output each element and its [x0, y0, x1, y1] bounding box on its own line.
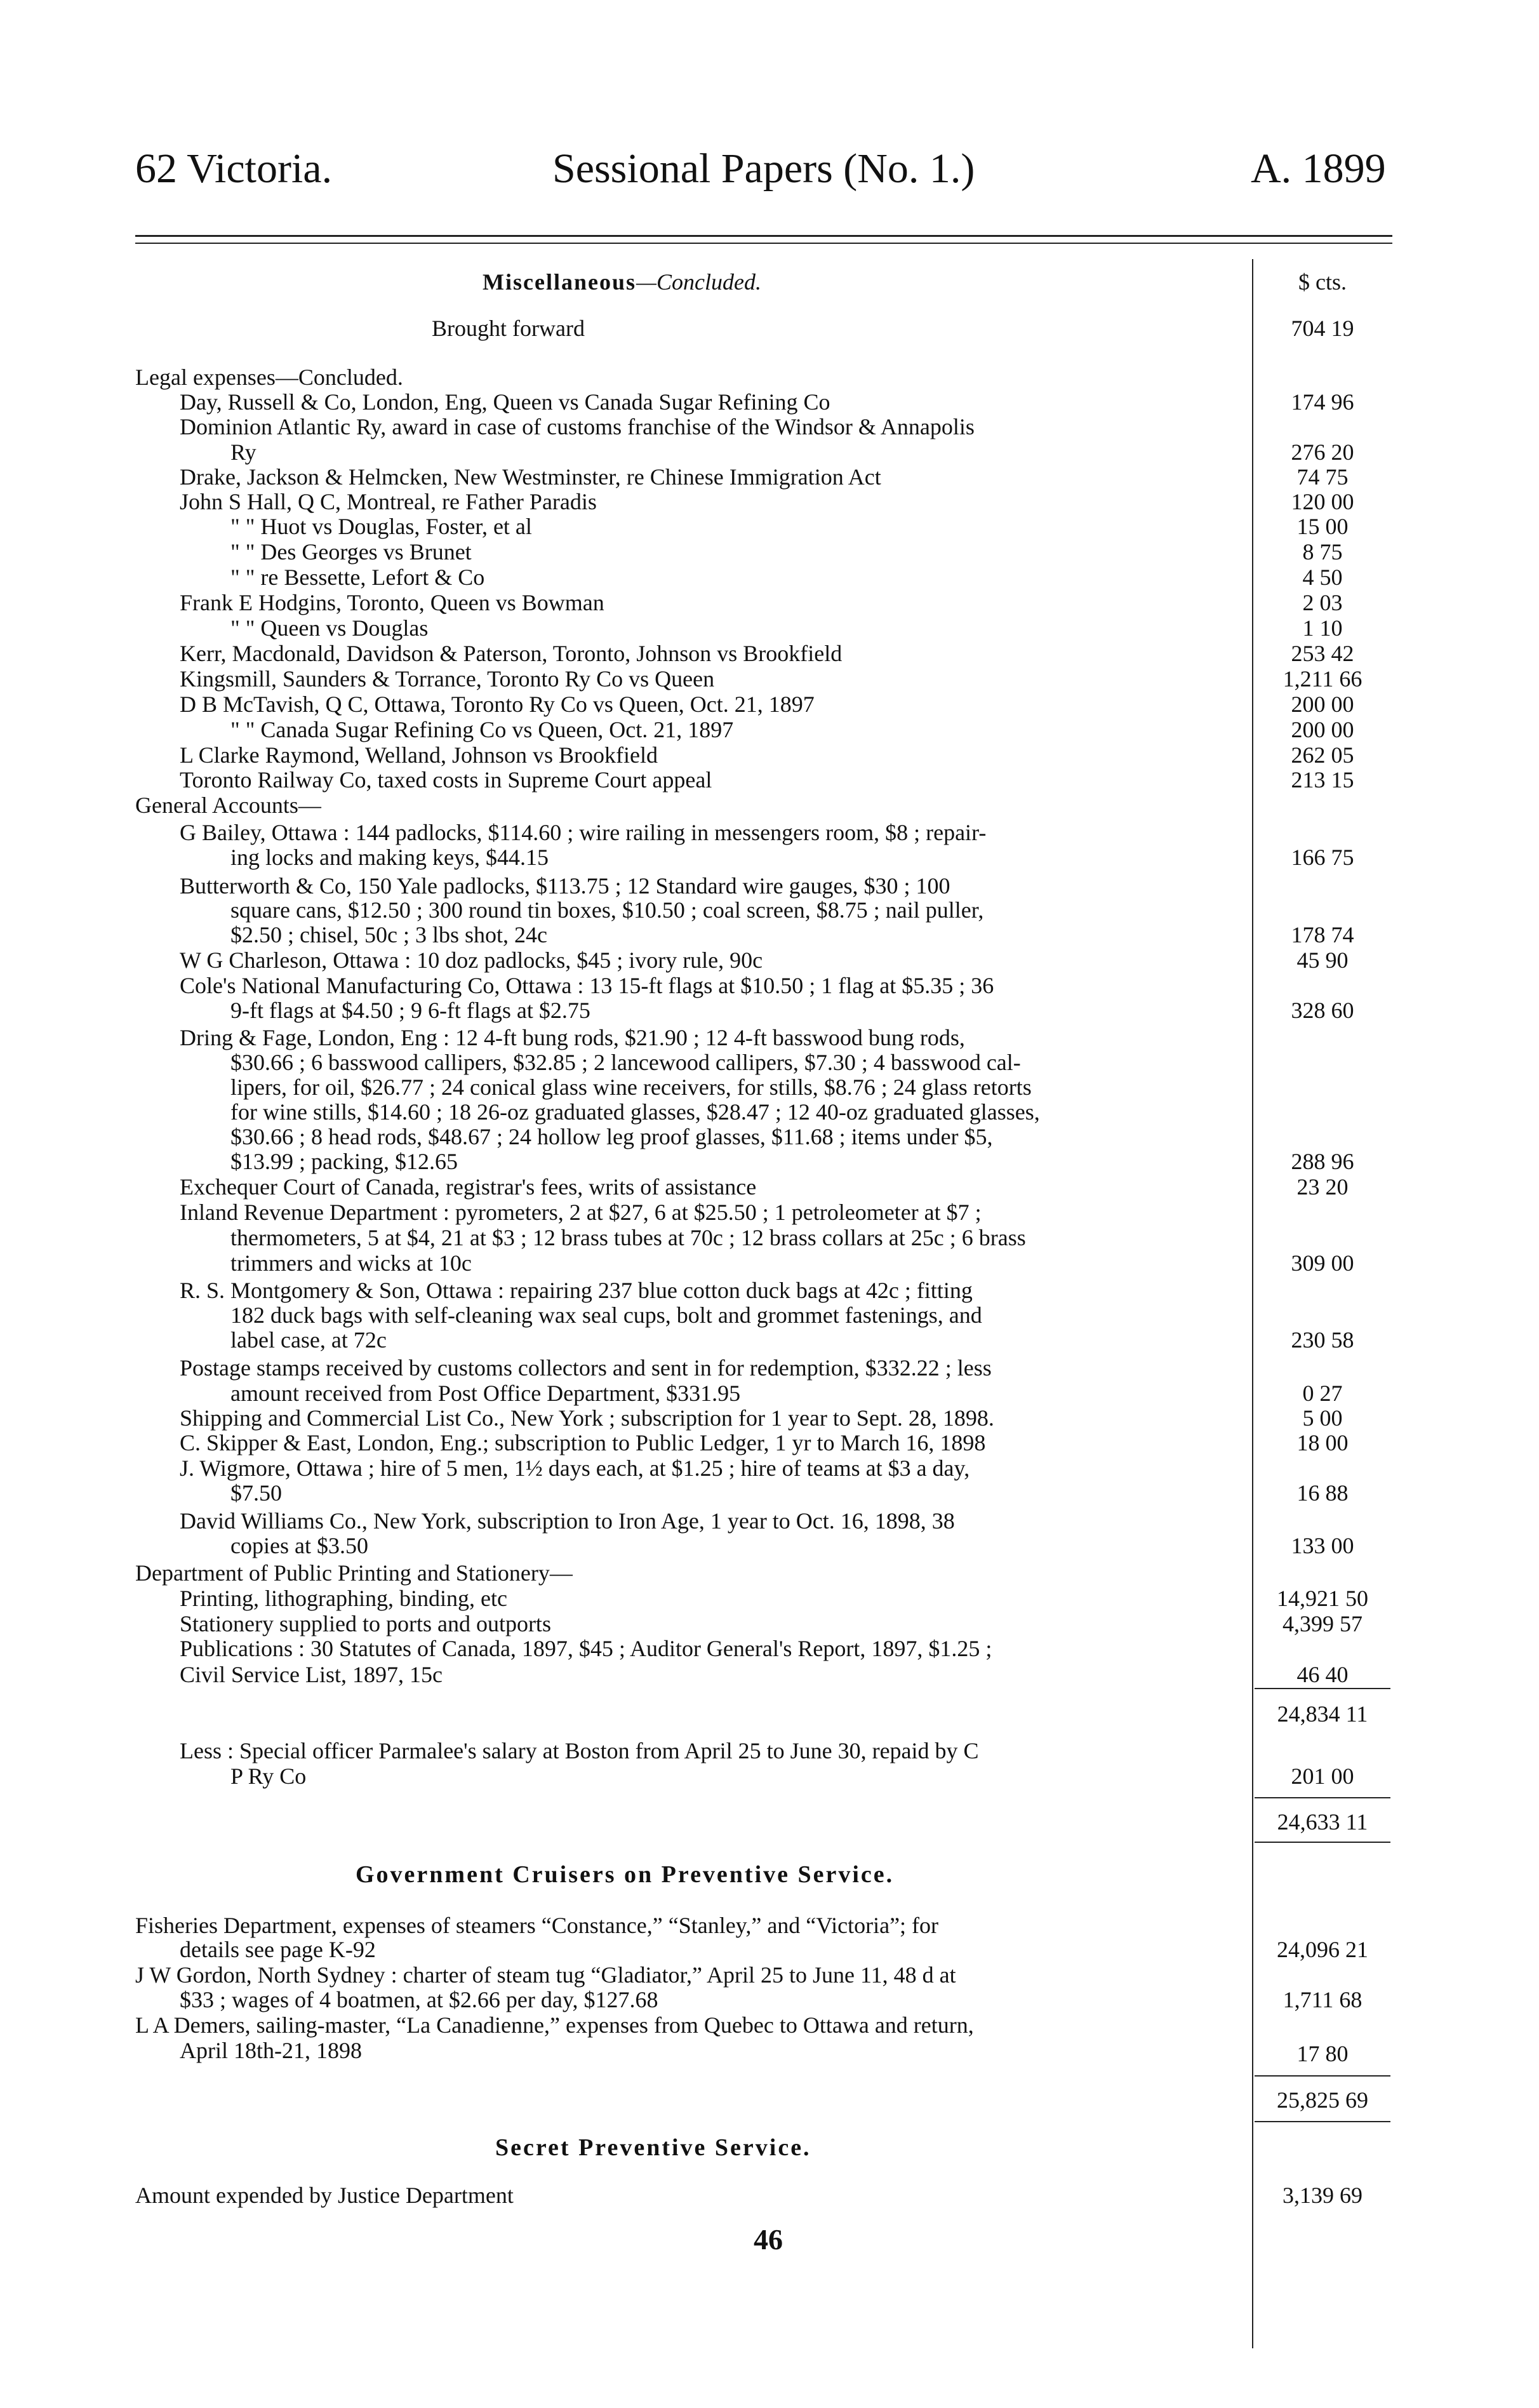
- cruisers-section-title: Government Cruisers on Preventive Service.: [356, 1861, 895, 1888]
- list-item: John S Hall, Q C, Montreal, re Father Paradis: [180, 489, 597, 514]
- amount: 276 20: [1291, 439, 1354, 465]
- column-header-dollars-cents: $ cts.: [1298, 269, 1347, 295]
- list-item: W G Charleson, Ottawa : 10 doz padlocks, $45 ; ivory rule, 90c: [180, 947, 763, 973]
- amount: 309 00: [1291, 1250, 1354, 1276]
- list-item: trimmers and wicks at 10c: [230, 1250, 472, 1276]
- list-item: 9-ft flags at $4.50 ; 9 6-ft flags at $2.75: [230, 998, 590, 1023]
- list-item: D B McTavish, Q C, Ottawa, Toronto Ry Co vs Queen, Oct. 21, 1897: [180, 692, 815, 717]
- amount: 14,921 50: [1277, 1586, 1368, 1611]
- list-item: " " Des Georges vs Brunet: [230, 539, 472, 565]
- list-item: $7.50: [230, 1480, 282, 1506]
- list-item: C. Skipper & East, London, Eng.; subscription to Public Ledger, 1 yr to March 16, 1898: [180, 1430, 986, 1455]
- amount: 133 00: [1291, 1533, 1354, 1558]
- amount: 8 75: [1302, 539, 1343, 565]
- header-center: Sessional Papers (No. 1.): [552, 145, 975, 192]
- secret-section-title: Secret Preventive Service.: [495, 2134, 811, 2161]
- list-item: Stationery supplied to ports and outports: [180, 1611, 551, 1636]
- amount: 17 80: [1296, 2041, 1349, 2066]
- less-amount: 201 00: [1291, 1763, 1354, 1789]
- header-rule: [135, 235, 1392, 237]
- amount: 213 15: [1291, 767, 1354, 793]
- list-item: for wine stills, $14.60 ; 18 26-oz graduated glasses, $28.47 ; 12 40-oz graduated glasses,: [230, 1099, 1040, 1125]
- amount: 1 10: [1302, 615, 1343, 641]
- header-right: A. 1899: [1251, 145, 1386, 192]
- list-item: label case, at 72c: [230, 1327, 387, 1353]
- amount: 120 00: [1291, 489, 1354, 514]
- amount: 200 00: [1291, 692, 1354, 717]
- amount: 18 00: [1296, 1430, 1349, 1455]
- list-item: Inland Revenue Department : pyrometers, 2 at $27, 6 at $25.50 ; 1 petroleometer at $7 ;: [180, 1200, 982, 1225]
- header-rule-2: [135, 243, 1392, 244]
- section-title-suffix: —Concluded.: [636, 269, 761, 295]
- amount: 24,096 21: [1277, 1937, 1368, 1962]
- amount: 46 40: [1296, 1662, 1349, 1687]
- amount: 4,399 57: [1282, 1611, 1362, 1636]
- amount: 5 00: [1302, 1405, 1343, 1431]
- amount: 23 20: [1296, 1174, 1349, 1200]
- list-item: Day, Russell & Co, London, Eng, Queen vs Canada Sugar Refining Co: [180, 389, 830, 415]
- list-item: " " Huot vs Douglas, Foster, et al: [230, 514, 532, 539]
- list-item: Dring & Fage, London, Eng : 12 4-ft bung rods, $21.90 ; 12 4-ft basswood bung rods,: [180, 1025, 965, 1050]
- list-item: " " re Bessette, Lefort & Co: [230, 565, 485, 590]
- amount: 3,139 69: [1282, 2183, 1362, 2208]
- list-item: G Bailey, Ottawa : 144 padlocks, $114.60 ; wire railing in messengers room, $8 ; repair-: [180, 820, 987, 845]
- amount: 2 03: [1302, 590, 1343, 615]
- list-item: Frank E Hodgins, Toronto, Queen vs Bowman: [180, 590, 604, 615]
- list-item: Fisheries Department, expenses of steamers “Constance,” “Stanley,” and “Victoria”; for: [135, 1913, 939, 1938]
- amount: 262 05: [1291, 742, 1354, 768]
- amount: 45 90: [1296, 947, 1349, 973]
- section-title: [483, 270, 761, 294]
- list-item: Butterworth & Co, 150 Yale padlocks, $113.75 ; 12 Standard wire gauges, $30 ; 100: [180, 873, 950, 899]
- brought-forward-amount: 704 19: [1291, 316, 1354, 341]
- amount: 178 74: [1291, 922, 1354, 947]
- list-item: Postage stamps received by customs collectors and sent in for redemption, $332.22 ; less: [180, 1355, 992, 1381]
- amount: 15 00: [1296, 514, 1349, 539]
- list-item: 182 duck bags with self-cleaning wax seal cups, bolt and grommet fastenings, and: [230, 1302, 982, 1328]
- amount-column-rule: [1252, 259, 1253, 2348]
- list-item: lipers, for oil, $26.77 ; 24 conical glass wine receivers, for stills, $8.76 ; 24 glass retorts: [230, 1074, 1032, 1100]
- list-item: amount received from Post Office Department, $331.95: [230, 1381, 741, 1406]
- total-rule: [1255, 2121, 1390, 2122]
- list-heading: Department of Public Printing and Stationery—: [135, 1560, 573, 1586]
- amount: 1,211 66: [1282, 666, 1362, 692]
- list-item: $33 ; wages of 4 boatmen, at $2.66 per day, $127.68: [180, 1987, 658, 2012]
- list-item: $13.99 ; packing, $12.65: [230, 1149, 458, 1174]
- list-item: " " Canada Sugar Refining Co vs Queen, Oct. 21, 1897: [230, 717, 734, 742]
- amount: 16 88: [1296, 1480, 1349, 1506]
- amount: 74 75: [1296, 464, 1349, 490]
- subtotal-amount: 24,834 11: [1277, 1701, 1368, 1727]
- list-item: thermometers, 5 at $4, 21 at $3 ; 12 brass tubes at 70c ; 12 brass collars at 25c ; 6 brass: [230, 1225, 1026, 1250]
- amount: 253 42: [1291, 641, 1354, 666]
- list-heading: General Accounts—: [135, 793, 321, 818]
- amount: 4 50: [1302, 565, 1343, 590]
- list-item: April 18th-21, 1898: [180, 2038, 362, 2063]
- net-total-amount: 24,633 11: [1277, 1809, 1368, 1835]
- amount: 0 27: [1302, 1381, 1343, 1406]
- amount: 288 96: [1291, 1149, 1354, 1174]
- amount: 230 58: [1291, 1327, 1354, 1353]
- list-item: Ry: [230, 439, 256, 465]
- subtotal-rule: [1255, 1797, 1390, 1798]
- list-item: details see page K-92: [180, 1937, 376, 1962]
- subtotal-rule: [1255, 1688, 1390, 1689]
- list-item: L Clarke Raymond, Welland, Johnson vs Brookfield: [180, 742, 658, 768]
- list-item: Publications : 30 Statutes of Canada, 1897, $45 ; Auditor General's Report, 1897, $1.25 ;: [180, 1636, 992, 1661]
- list-item: J W Gordon, North Sydney : charter of steam tug “Gladiator,” April 25 to June 11, 48 d at: [135, 1962, 956, 1988]
- list-item: J. Wigmore, Ottawa ; hire of 5 men, 1½ days each, at $1.25 ; hire of teams at $3 a day,: [180, 1455, 970, 1481]
- list-item: Dominion Atlantic Ry, award in case of customs franchise of the Windsor & Annapolis: [180, 414, 975, 439]
- page-number: 46: [754, 2223, 783, 2256]
- section-title-bold: Miscellaneous: [483, 269, 636, 295]
- list-item: ing locks and making keys, $44.15: [230, 845, 549, 870]
- list-item: copies at $3.50: [230, 1533, 368, 1558]
- list-item: L A Demers, sailing-master, “La Canadienne,” expenses from Quebec to Ottawa and return,: [135, 2012, 974, 2038]
- amount: 328 60: [1291, 998, 1354, 1023]
- list-item: Amount expended by Justice Department: [135, 2183, 514, 2208]
- total-rule: [1255, 1842, 1390, 1843]
- list-item: square cans, $12.50 ; 300 round tin boxes, $10.50 ; coal screen, $8.75 ; nail puller,: [230, 897, 984, 923]
- amount: 200 00: [1291, 717, 1354, 742]
- list-item: $30.66 ; 6 basswood callipers, $32.85 ; 2 lancewood callipers, $7.30 ; 4 basswood cal-: [230, 1050, 1021, 1075]
- less-line-2: P Ry Co: [230, 1763, 307, 1789]
- list-item: Printing, lithographing, binding, etc: [180, 1586, 507, 1611]
- list-item: Toronto Railway Co, taxed costs in Supreme Court appeal: [180, 767, 712, 793]
- legal-expenses-heading: Legal expenses—Concluded.: [135, 365, 403, 390]
- less-line-1: Less : Special officer Parmalee's salary at Boston from April 25 to June 30, repaid by C: [180, 1738, 979, 1763]
- list-item: Civil Service List, 1897, 15c: [180, 1662, 443, 1687]
- list-item: $30.66 ; 8 head rods, $48.67 ; 24 hollow leg proof glasses, $11.68 ; items under $5,: [230, 1124, 993, 1149]
- list-item: Kingsmill, Saunders & Torrance, Toronto Ry Co vs Queen: [180, 666, 715, 692]
- list-item: Drake, Jackson & Helmcken, New Westminster, re Chinese Immigration Act: [180, 464, 881, 490]
- amount: 166 75: [1291, 845, 1354, 870]
- list-item: David Williams Co., New York, subscription to Iron Age, 1 year to Oct. 16, 1898, 38: [180, 1508, 955, 1534]
- list-item: Kerr, Macdonald, Davidson & Paterson, Toronto, Johnson vs Brookfield: [180, 641, 843, 666]
- amount: 174 96: [1291, 389, 1354, 415]
- list-item: " " Queen vs Douglas: [230, 615, 429, 641]
- total-rule: [1255, 2075, 1390, 2077]
- list-item: Cole's National Manufacturing Co, Ottawa : 13 15-ft flags at $10.50 ; 1 flag at $5.35 ; 36: [180, 973, 994, 998]
- amount: 1,711 68: [1282, 1987, 1362, 2012]
- list-item: Shipping and Commercial List Co., New York ; subscription for 1 year to Sept. 28, 1898.: [180, 1405, 994, 1431]
- brought-forward-label: Brought forward: [432, 316, 585, 341]
- list-item: $2.50 ; chisel, 50c ; 3 lbs shot, 24c: [230, 922, 547, 947]
- list-item: Exchequer Court of Canada, registrar's fees, writs of assistance: [180, 1174, 757, 1200]
- cruisers-total-amount: 25,825 69: [1277, 2087, 1368, 2113]
- list-item: R. S. Montgomery & Son, Ottawa : repairing 237 blue cotton duck bags at 42c ; fitting: [180, 1278, 973, 1303]
- header-left: 62 Victoria.: [135, 145, 333, 192]
